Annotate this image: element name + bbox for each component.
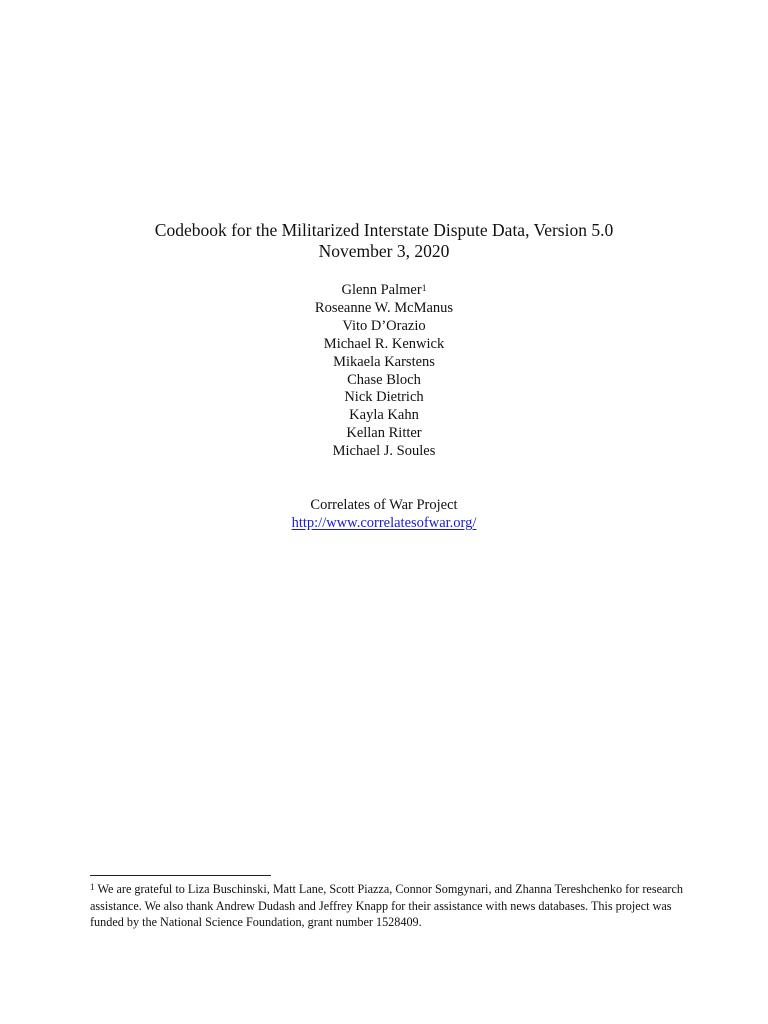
author-name <box>0 282 768 300</box>
author-name: Chase Bloch <box>347 371 421 388</box>
author-name: Roseanne W. McManus <box>314 299 454 316</box>
footnote-marker[interactable]: 1 <box>421 284 427 294</box>
footnote <box>90 881 690 931</box>
organization-url-link[interactable]: http://www.correlatesofwar.org/ <box>291 515 477 531</box>
author-name-text: Glenn Palmer <box>341 282 422 298</box>
author-name: Vito D’Orazio <box>342 317 426 334</box>
author-list <box>0 282 768 461</box>
footnote-text: We are grateful to Liza Buschinski, Matt Lane, Scott Piazza, Connor Somgynari, and Zhanna Tereshchenko for research assistance. We also thank Andrew Dudash and Jeffrey Knapp for their assistance with news databases. This project was funded by the National Science Foundation, grant number 1528409. <box>90 882 683 929</box>
author-name: Kayla Kahn <box>349 407 419 424</box>
title-block <box>0 220 768 262</box>
document-date: November 3, 2020 <box>318 241 450 261</box>
organization-name: Correlates of War Project <box>310 497 458 513</box>
footnote-divider <box>90 875 271 876</box>
document-title: Codebook for the Militarized Interstate Dispute Data, Version 5.0 <box>154 220 614 240</box>
author-name: Michael R. Kenwick <box>323 335 445 352</box>
organization-block <box>0 496 768 532</box>
author-name: Kellan Ritter <box>346 425 422 442</box>
footnote-number: 1 <box>90 882 95 892</box>
author-name: Nick Dietrich <box>344 389 424 406</box>
author-name: Michael J. Soules <box>332 443 436 460</box>
author-name: Mikaela Karstens <box>333 353 435 370</box>
